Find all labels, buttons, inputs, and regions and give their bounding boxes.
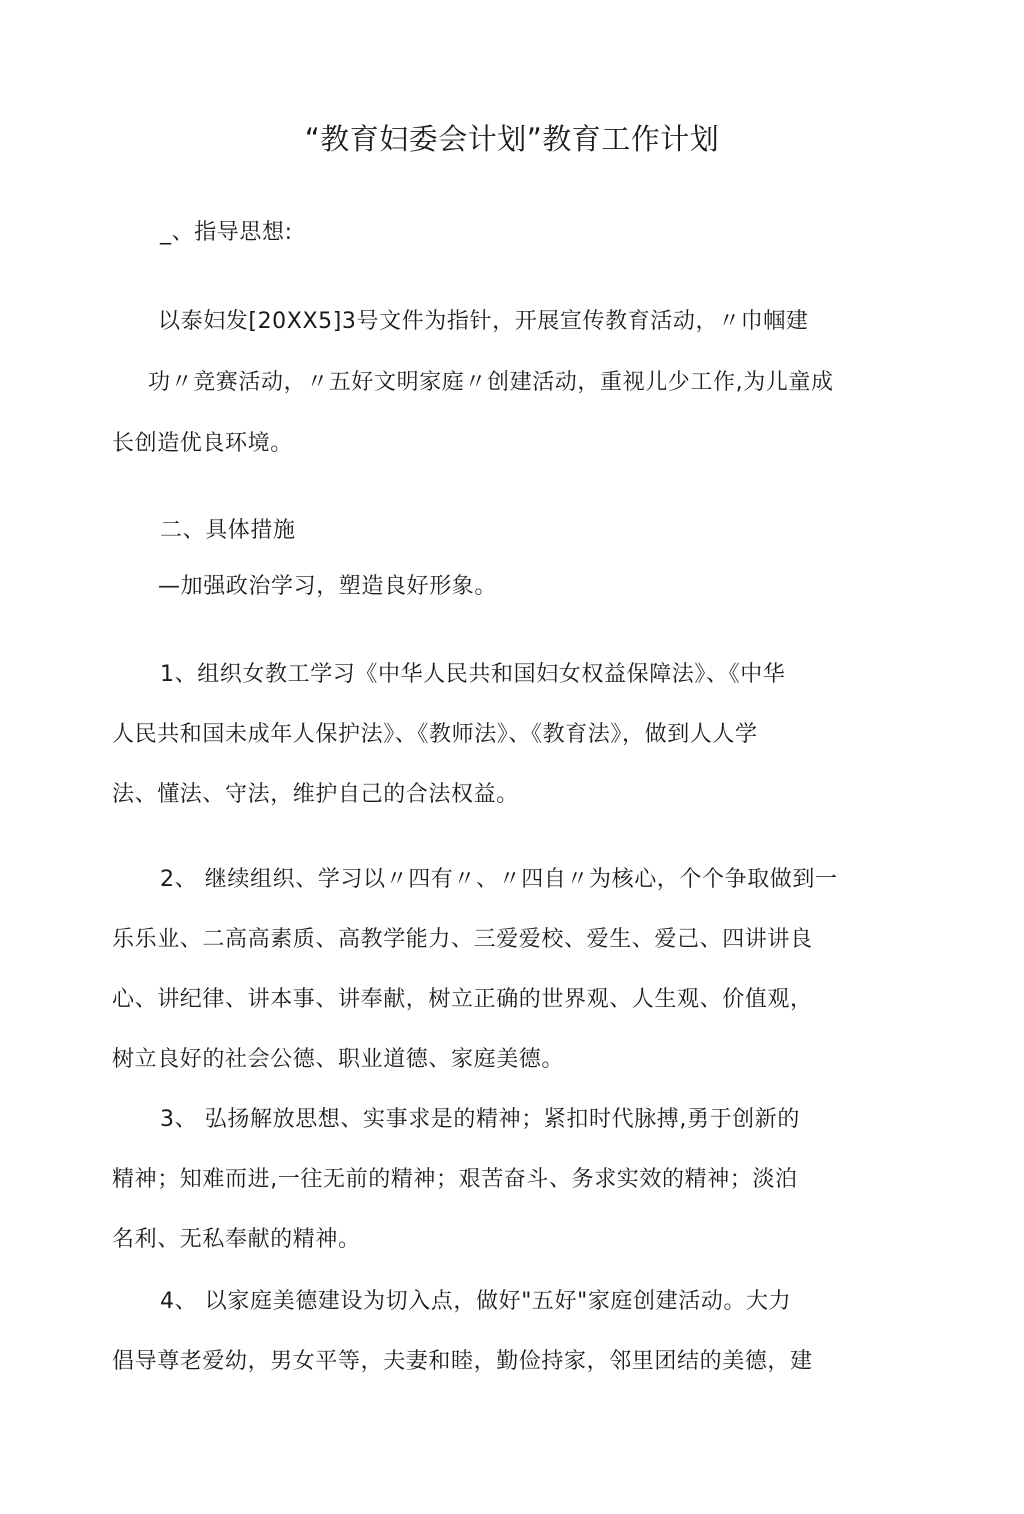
section-heading-specific-measures: 二、具体措施 (160, 518, 296, 543)
list-item-line: 法、懂法、守法，维护自己的合法权益。 (112, 782, 519, 807)
list-item-line: 树立良好的社会公德、职业道德、家庭美德。 (112, 1047, 565, 1072)
list-item-line: 乐乐业、二高高素质、高教学能力、三爱爱校、爱生、爱己、四讲讲良 (112, 927, 813, 952)
list-item-line: 1、组织女教工学习《中华人民共和国妇女权益保障法》、《中华 (160, 662, 786, 687)
subheading: —加强政治学习，塑造良好形象。 (158, 574, 498, 599)
list-item-line: 名利、无私奉献的精神。 (112, 1227, 361, 1252)
list-item-line: 4、 以家庭美德建设为切入点，做好"五好"家庭创建活动。大力 (160, 1289, 792, 1314)
list-item-line: 精神；知难而进,一往无前的精神；艰苦奋斗、务求实效的精神；淡泊 (112, 1167, 798, 1192)
list-item-line: 倡导尊老爱幼，男女平等，夫妻和睦，勤俭持家，邻里团结的美德，建 (112, 1349, 813, 1374)
paragraph-line: 功〃竞赛活动，〃五好文明家庭〃创建活动，重视儿少工作,为儿童成 (148, 370, 834, 395)
document-title: “教育妇委会计划”教育工作计划 (304, 122, 720, 156)
paragraph-line: 以泰妇发[20XX5]3号文件为指针，开展宣传教育活动，〃巾帼建 (158, 309, 809, 334)
list-item-line: 人民共和国未成年人保护法》、《教师法》、《教育法》，做到人人学 (112, 722, 758, 747)
list-item-line: 心、讲纪律、讲本事、讲奉献，树立正确的世界观、人生观、价值观， (112, 987, 813, 1012)
paragraph-line: 长创造优良环境。 (112, 431, 293, 456)
list-item-line: 2、 继续组织、学习以〃四有〃、〃四自〃为核心，个个争取做到一 (160, 867, 838, 892)
section-heading-guiding-ideology: _、指导思想: (160, 220, 293, 245)
list-item-line: 3、 弘扬解放思想、实事求是的精神；紧扣时代脉搏,勇于创新的 (160, 1107, 800, 1132)
